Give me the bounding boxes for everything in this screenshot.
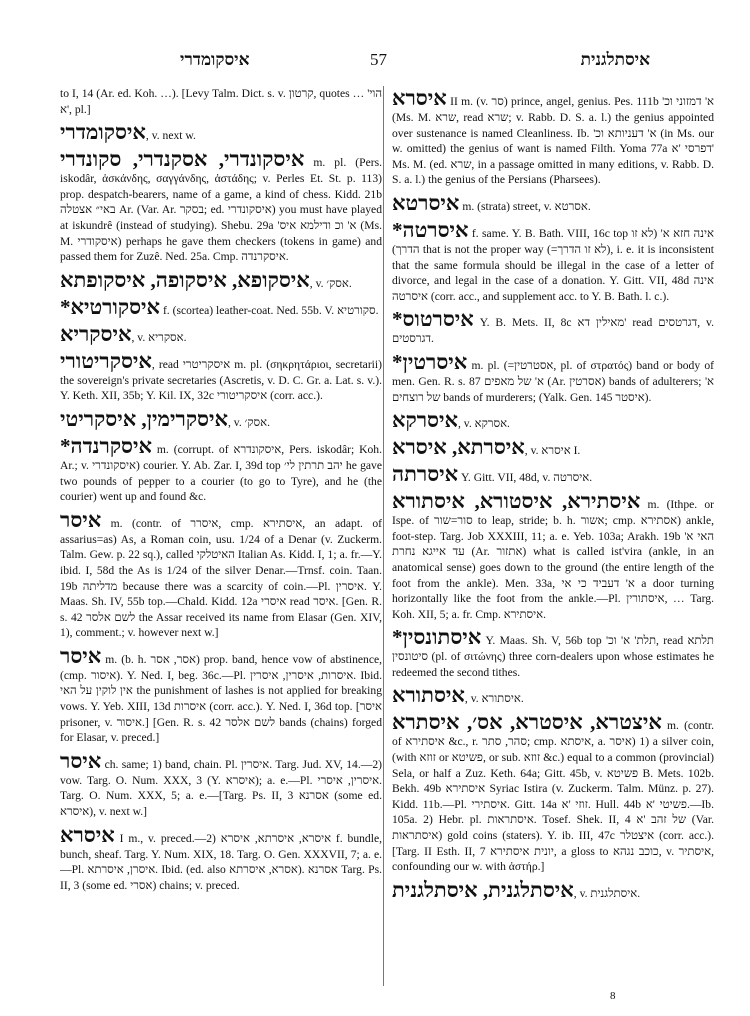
entry-definition: , v. איסרא I. <box>524 444 581 458</box>
entry-headword: איסקרנדה* <box>60 433 152 458</box>
entry-headword: איסתורא <box>392 683 465 708</box>
entry-headword: איסקומדרי <box>60 120 146 145</box>
header-right-title: איסתלגנית <box>580 50 650 69</box>
entry-definition: , v. איסתורא. <box>464 692 524 706</box>
right-column <box>392 86 714 905</box>
entry-definition: ch. same; 1) band, chain. Pl. איסרין. Targ. Jud. XV, 14.—2) vow. Targ. O. Num. XXX, 3 (Y. איסרא); a. e.—Pl. איסרין, איסרי. Targ. O. Num. XXX, 5; a. e.—[Targ. Ps. II, 3 אסרנא (some ed. איסרא), v. next w.] <box>60 757 383 819</box>
dictionary-entry <box>392 86 714 188</box>
entry-headword: איסרא <box>60 822 115 847</box>
entry-definition: f. same. Y. B. Bath. VIII, 16c top אינה חזא א' (לא זו הדרך) that is not the proper way (=לא זו הדרך), i. e. it is inconsistent that the same formula should be illegal in the case of a letter of divorce, and legal in the case of a donation. Y. Gitt. VII, 48d אינה איסרטה (corr. acc., and supplement acc. to Y. B. Bath. l. c.). <box>392 226 714 303</box>
entry-headword: איסקרימין, איסקריטי <box>60 406 228 431</box>
column-divider <box>383 86 384 986</box>
entry-headword: איסקונדרי, אסקנדרי, סקונדרי <box>60 147 305 172</box>
entry-headword: איסקורטיא* <box>60 294 161 319</box>
dictionary-entry <box>60 434 382 505</box>
entry-definition: Y. B. Mets. II, 8c מאילין דא' read דגרטסים, v. דגרסטים. <box>392 316 714 346</box>
entry-definition: , read איסקריטרי m. pl. (σηκρητάριοι, secretarii) the sovereign's private secretaries (Ascretis, v. D. C. Gr. a. Lat. s. v.). Y. Keth. XII, 35b; Y. Kil. IX, 32c איסקריטורי (corr. acc.). <box>60 357 382 403</box>
page-number: 57 <box>370 50 387 69</box>
entry-definition: to I, 14 (Ar. ed. Koh. …). [Levy Talm. Dict. s. v. קרטון, quotes … 'הוי א', pl.] <box>60 87 383 116</box>
dictionary-entry <box>392 191 714 215</box>
entry-definition: , v. אסק׳. <box>309 276 352 290</box>
dictionary-entry <box>60 86 382 117</box>
entry-definition: , v. אסק׳. <box>228 415 270 429</box>
footer-mark: 8 <box>610 990 616 1002</box>
entry-headword: איסרטין* <box>392 349 468 374</box>
entry-definition: m. (corrupt. of איסקונדרא, Pers. iskodâr; Koh. Ar.; v. איסקונדרי) courier. Y. Ab. Zar. I, 39d top יהב תרתין לי׳ he gave two pounds of pepper to a courier (to go to Tyre), and he (the courier) went up and found &c. <box>60 442 382 504</box>
entry-definition: , v. איסתלגנית. <box>573 886 641 900</box>
dictionary-entry <box>392 710 714 874</box>
dictionary-entry <box>60 749 382 820</box>
entry-headword: איסר <box>60 507 102 532</box>
entry-headword: איסקריטורי <box>60 348 152 373</box>
entry-definition: , v. אסקריא. <box>131 330 187 344</box>
entry-headword: איצטרא, איסטרא, אס׳, איסתרא <box>392 710 662 735</box>
entry-definition: m. (Ithpe. or Ispe. of סור=שור to leap, stride; b. h. אשור; cmp. אסתירא) ankle, foot-step. Targ. Job XXXIII, 11; a. e. Yeb. 103a; Arakh. 19b האי א' עד אייגא נחרת (Ar. אתזור) what is called ist'vira (ankle, in an anatomical sense) goes down to the ground (the entire length of the foot from the ankle). Men. 33a, א' דעביד כי אי a door turning horizontally like the foot from the ankle.—Pl. איסתורין, … Targ. Koh. XII, 5; a. fr. Cmp. איסתירא. <box>392 498 714 621</box>
entry-definition: f. (scortea) leather-coat. Ned. 55b. V. סקורטיא. <box>160 303 379 317</box>
entry-headword: איסרא <box>392 86 447 110</box>
dictionary-entry <box>392 489 714 622</box>
entry-headword: איסרטה* <box>392 217 469 242</box>
entry-definition: Y. Maas. Sh. V, 56b top 'תלת' א' וכ, read תלתא סיטונסין (pl. of σιτώνης) three corn-dealers upon whose estimates he redeemed the second tithes. <box>392 634 714 679</box>
entry-headword: איסקריא <box>60 321 132 346</box>
entry-headword: איסתלגנית, איסתלגנית <box>392 877 574 902</box>
dictionary-entry <box>60 295 382 319</box>
entry-headword: איסרטא <box>392 190 460 215</box>
dictionary-entry <box>60 823 382 894</box>
left-column <box>60 86 382 896</box>
entry-definition: m. pl. (=אסטרטין, pl. of στρατός) band or body of men. Gen. R. s. 87 א' של מאפים (Ar. אסרטין) bands of adulterers; א' של רוצחים bands of murderers; (Yalk. Gen. 145 איסטר). <box>392 358 715 404</box>
dictionary-entry <box>60 508 382 641</box>
entry-headword: איסרקא <box>392 408 458 433</box>
dictionary-entry <box>392 878 714 902</box>
entry-headword: איסרתה <box>392 462 459 487</box>
entry-headword: איסר <box>60 643 102 668</box>
dictionary-entry <box>60 349 382 404</box>
dictionary-entry <box>60 407 382 431</box>
entry-definition: Y. Gitt. VII, 48d, v. איסרטה. <box>458 471 593 485</box>
dictionary-entry <box>392 683 714 707</box>
dictionary-entry <box>60 120 382 144</box>
entry-definition: , v. אסרקא. <box>457 417 510 431</box>
header-left-title: איסקומדרי <box>180 50 250 69</box>
entry-definition: m. (b. h. אסר, אסר) prop. band, hence vow of abstinence, (cmp. איסור). Y. Ned. I, beg. 36c.—Pl. איסרות, איסרין, איסרין. Ibid. אין לוקין על האי the punishment of lashes is not applied for breaking vows. Y. Yeb. XIII, 13d איסרות (corr. acc.). Y. Ned. I, 36d top. [איסר prisoner, v. איסור.] [Gen. R. s. 42 לשם אלסר bands (chains) forged for Elasar, v. preced.] <box>60 652 383 745</box>
entry-headword: איסרתא, איסרא <box>392 435 525 460</box>
entry-definition: m. (contr. of איסרר, cmp. איסתירא, an adapt. of assarius=as) As, a Roman coin, usu. 1/24 of a Denar (v. Zuckerm. Talm. Gew. p. 22 sq.), called האיטלקי Italian As. Kidd. I, 1; a. fr.—Y. ibid. I, 58d the As is 1/24 of the silver Denar.—Trnsf. coin. Taan. 19b מדליתה because there was a scarcity of coin.—Pl. איסרין. Y. Maas. Sh. IV, 55b top.—Chald. Kidd. 12a איסרי read איסר. [Gen. R. s. 42 לשם אלסר the Assar received its name from Elasar (Gen. XIV, 1), comment.; v. however next w.] <box>60 516 383 640</box>
entry-definition: m. (strata) street, v. אסרטא. <box>459 199 591 213</box>
entry-headword: איסקופא, איסקופה, איסקופתא <box>60 267 310 292</box>
dictionary-entry <box>60 322 382 346</box>
dictionary-entry <box>392 350 714 405</box>
dictionary-entry <box>392 218 714 304</box>
dictionary-entry <box>60 268 382 292</box>
dictionary-entry <box>392 625 714 680</box>
entry-definition: m. (contr. of איסתירא &c., r. סהר, סתר; cmp. איסתא, a. איסר) 1) a silver coin, (with זוזא or פשיטא, or sub. זוזא &c.) equal to a common (provincial) Sela, or half a Zuz. Keth. 64a; Gitt. 45b, v. פשיטא B. Mets. 102b. Bekh. 49b איסתירא Syriac Istira (v. Zuckerm. Talm. Münz. p. 27). Kidd. 11b.—Pl. איסתירי. Gitt. 14a זוזי 'א. Hull. 44b פשיטי 'א.—Ib. 105a. 2) Hebr. pl. איסתראות. Tosef. Shek. II, 4 של זהב 'א (Var. איסתראות) gold coins (staters). Y. ib. III, 47c איצטלר (corr. acc.). [Targ. II Esth. II, 7 יונית איסתירא, a gloss to כוכב נגהא, v. איסתיר, confounding our w. with ἀστήρ.] <box>392 719 715 874</box>
entry-definition: II m. (v. סר) prince, angel, genius. Pes. 111b 'א' דמזוני וכ (Ms. M. שרא, read שרא; v. Rabb. D. S. a. l.) the genius appointed over sustenance is named Cleanliness. Ib. 'א' דעניותא וכ (in Ms. our w. omitted) the genius of want is named Filth. Yoma 77a דפרסי 'א' Ms. M. (ed. שרא, in a passage omitted in many editions, v. Rabb. D. S. a. l.) the genius of the Persians (Pharsees). <box>392 95 715 187</box>
dictionary-entry <box>392 462 714 486</box>
entry-headword: איסרטוס* <box>392 307 474 332</box>
entry-definition: I m., v. preced.—2) איסרא, איסרתא, איסרא f. bundle, bunch, sheaf. Targ. Y. Num. XIX, 18. Targ. O. Gen. XXXVII, 7; a. e.—Pl. איסרן, איסרתא. Ibid. (ed. also אסרא, איסרתא). אסרנא Targ. Ps. II, 3 (some ed. אסרי) chains; v. preced. <box>60 831 382 892</box>
entry-headword: איסתונסין* <box>392 625 482 650</box>
dictionary-entry <box>392 435 714 459</box>
dictionary-entry <box>392 408 714 432</box>
entry-definition: m. pl. (Pers. iskodâr, ἀσκάνδης, σαγγάνδης, ἀστάδης; v. Perles Et. St. p. 113) prop. despatch-bearers, name of a game, a kind of chess. Kidd. 21b באי״ אצטלה Ar. (Var. Ar. בסקר; ed. איסקונדרי) you must have played at iskundrê (instead of studying). Shebu. 29a 'א' וכ ודילמא איס (Ms. M. איסקודרי) perhaps he gave them checkers (tokens in game) and passed them for Zuzê. Ned. 25a. Cmp. איסקרנדה. <box>60 156 383 264</box>
entry-headword: איסתירא, איסטורא, איסתורא <box>392 489 641 514</box>
dictionary-entry <box>392 307 714 347</box>
page-header <box>40 50 720 76</box>
entry-headword: איסר <box>60 748 102 773</box>
entry-definition: , v. next w. <box>145 129 196 143</box>
dictionary-entry <box>60 147 382 265</box>
dictionary-entry <box>60 644 382 746</box>
